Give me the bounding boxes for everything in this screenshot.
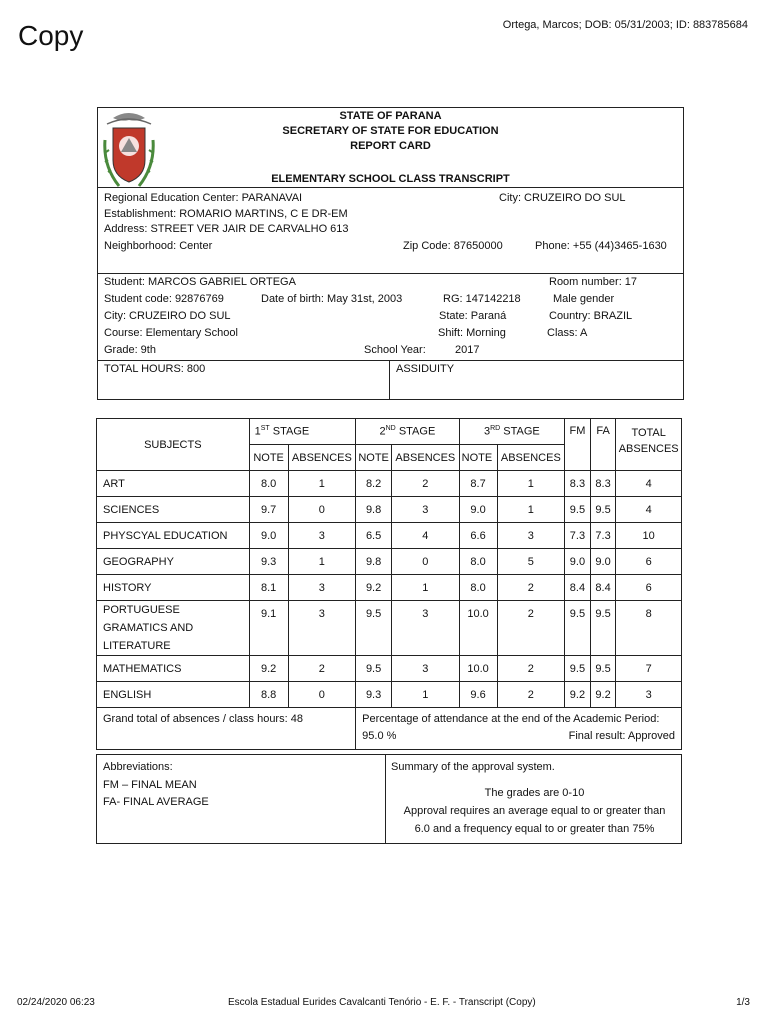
table-row (97, 497, 682, 523)
note-header: NOTE (249, 445, 288, 471)
grade-cell-fm: 9.5 (565, 656, 591, 682)
grade-cell-fa: 8.4 (590, 575, 616, 601)
grade-cell-total: 4 (616, 471, 682, 497)
grand-total: Grand total of absences / class hours: 48 (97, 708, 356, 750)
grade-cell-a1: 3 (288, 523, 356, 549)
student-code: Student code: 92876769 (104, 293, 224, 305)
grade-cell-n2: 9.8 (356, 549, 392, 575)
grade-cell-n3: 8.7 (459, 471, 497, 497)
grade-cell-n3: 10.0 (459, 656, 497, 682)
grade-cell-n1: 9.0 (249, 523, 288, 549)
table-row (97, 682, 682, 708)
fm-header: FM (565, 419, 591, 471)
grade-cell-n3: 6.6 (459, 523, 497, 549)
grade-cell-fa: 9.5 (590, 656, 616, 682)
grade-cell-a3: 2 (497, 682, 565, 708)
footer-date: 02/24/2020 06:23 (17, 997, 95, 1008)
grade-cell-a3: 2 (497, 575, 565, 601)
grade-cell-a3: 2 (497, 656, 565, 682)
table-row (97, 523, 682, 549)
grade-cell-fm: 9.0 (565, 549, 591, 575)
grade-cell-a3: 5 (497, 549, 565, 575)
grade-cell-a1: 1 (288, 471, 356, 497)
summary-title: Summary of the approval system. (391, 761, 555, 773)
grade-cell-a2: 3 (392, 601, 460, 656)
grade-cell-n2: 8.2 (356, 471, 392, 497)
student-country: Country: BRAZIL (549, 310, 633, 322)
grade-cell-n1: 9.2 (249, 656, 288, 682)
grade-cell-a1: 0 (288, 497, 356, 523)
class: Class: A (547, 327, 588, 339)
grade-cell-a1: 3 (288, 601, 356, 656)
footer-school: Escola Estadual Eurides Cavalcanti Tenório - E. F. - Transcript (Copy) (228, 997, 536, 1008)
zip-code: Zip Code: 87650000 (403, 240, 503, 252)
course: Course: Elementary School (104, 327, 238, 339)
subject-name: PORTUGUESE GRAMATICS AND LITERATURE (97, 601, 250, 656)
grade-cell-a2: 2 (392, 471, 460, 497)
grade-cell-a3: 1 (497, 497, 565, 523)
summary-grades: The grades are 0-10 (484, 787, 585, 799)
absences-header: ABSENCES (392, 445, 460, 471)
grade-cell-n1: 8.0 (249, 471, 288, 497)
room-number: Room number: 17 (549, 276, 638, 288)
grade-cell-a1: 3 (288, 575, 356, 601)
grade-cell-a2: 0 (392, 549, 460, 575)
grade-cell-n1: 9.7 (249, 497, 288, 523)
attendance-value: 95.0 % (362, 730, 397, 742)
shift: Shift: Morning (438, 327, 506, 339)
assiduity: ASSIDUITY (396, 363, 455, 375)
attendance-cell (356, 708, 682, 750)
total-absences-header: TOTAL ABSENCES (616, 419, 682, 471)
absences-header: ABSENCES (497, 445, 565, 471)
grade-cell-total: 4 (616, 497, 682, 523)
grade-cell-total: 7 (616, 656, 682, 682)
date-of-birth: Date of birth: May 31st, 2003 (261, 293, 403, 305)
note-header: NOTE (459, 445, 497, 471)
title-report-card: REPORT CARD (350, 140, 431, 152)
grade-cell-fm: 9.2 (565, 682, 591, 708)
summary-approval-2: 6.0 and a frequency equal to or greater than 75% (414, 823, 655, 835)
fa-header: FA (590, 419, 616, 471)
grade-cell-fa: 9.5 (590, 497, 616, 523)
grade-cell-fm: 7.3 (565, 523, 591, 549)
student-name: Student: MARCOS GABRIEL ORTEGA (104, 276, 296, 288)
subject-name: HISTORY (97, 575, 250, 601)
final-result: Final result: Approved (568, 730, 675, 742)
grade-cell-a1: 1 (288, 549, 356, 575)
grade-cell-n2: 9.5 (356, 656, 392, 682)
abbrev-fm: FM – FINAL MEAN (103, 779, 197, 791)
subject-name: SCIENCES (97, 497, 250, 523)
grade-cell-a1: 0 (288, 682, 356, 708)
grade-cell-fa: 7.3 (590, 523, 616, 549)
grade-cell-total: 6 (616, 575, 682, 601)
title-transcript: ELEMENTARY SCHOOL CLASS TRANSCRIPT (271, 173, 510, 185)
grade-cell-n2: 9.8 (356, 497, 392, 523)
grade-cell-fm: 9.5 (565, 601, 591, 656)
grade-cell-fm: 9.5 (565, 497, 591, 523)
grade-cell-total: 6 (616, 549, 682, 575)
grades-table (96, 418, 682, 750)
copy-watermark: Copy (18, 20, 84, 51)
gender: Male gender (553, 293, 615, 305)
title-secretary: SECRETARY OF STATE FOR EDUCATION (282, 125, 499, 137)
note-header: NOTE (356, 445, 392, 471)
grade-cell-a2: 1 (392, 682, 460, 708)
grade-cell-n1: 8.1 (249, 575, 288, 601)
rg-number: RG: 147142218 (443, 293, 521, 305)
grade-cell-a2: 3 (392, 656, 460, 682)
grade-cell-n2: 9.3 (356, 682, 392, 708)
table-row (97, 575, 682, 601)
grade-cell-total: 3 (616, 682, 682, 708)
stage1-header: 1ST STAGE (249, 419, 356, 445)
grade-cell-n2: 9.5 (356, 601, 392, 656)
abbrev-fa: FA- FINAL AVERAGE (103, 796, 209, 808)
grade-cell-n2: 6.5 (356, 523, 392, 549)
subject-name: ENGLISH (97, 682, 250, 708)
grade-cell-n3: 8.0 (459, 549, 497, 575)
grade-cell-total: 8 (616, 601, 682, 656)
phone: Phone: +55 (44)3465-1630 (535, 240, 667, 252)
establishment: Establishment: ROMARIO MARTINS, C E DR-EM (104, 208, 348, 220)
grade-cell-a1: 2 (288, 656, 356, 682)
abbreviations-box (96, 754, 682, 844)
grade-cell-n3: 10.0 (459, 601, 497, 656)
abbrev-title: Abbreviations: (103, 761, 173, 773)
student-city: City: CRUZEIRO DO SUL (104, 310, 231, 322)
table-row (97, 656, 682, 682)
total-hours: TOTAL HOURS: 800 (104, 363, 206, 375)
table-row (97, 601, 682, 656)
student-header-info: Ortega, Marcos; DOB: 05/31/2003; ID: 883785684 (502, 19, 748, 31)
address: Address: STREET VER JAIR DE CARVALHO 613 (104, 223, 349, 235)
grade-cell-a3: 2 (497, 601, 565, 656)
stage2-header: 2ND STAGE (356, 419, 459, 445)
school-city: City: CRUZEIRO DO SUL (499, 192, 626, 204)
grade-cell-n3: 9.6 (459, 682, 497, 708)
grade-cell-n1: 9.3 (249, 549, 288, 575)
grade-cell-a2: 1 (392, 575, 460, 601)
report-header-box (97, 107, 684, 400)
grade-cell-n1: 9.1 (249, 601, 288, 656)
grade-cell-fa: 9.5 (590, 601, 616, 656)
grade-cell-a2: 4 (392, 523, 460, 549)
grade-cell-total: 10 (616, 523, 682, 549)
table-row (97, 549, 682, 575)
footer-page: 1/3 (736, 997, 750, 1008)
grade-cell-n3: 9.0 (459, 497, 497, 523)
grade-cell-a2: 3 (392, 497, 460, 523)
grade-cell-fa: 9.0 (590, 549, 616, 575)
regional-center: Regional Education Center: PARANAVAI (104, 192, 303, 204)
grade-cell-fa: 8.3 (590, 471, 616, 497)
subject-name: MATHEMATICS (97, 656, 250, 682)
grade-cell-fm: 8.4 (565, 575, 591, 601)
neighborhood: Neighborhood: Center (104, 240, 213, 252)
grade-cell-a3: 1 (497, 471, 565, 497)
school-year-label: School Year: (364, 344, 426, 356)
school-year: 2017 (455, 344, 480, 356)
grade-cell-fa: 9.2 (590, 682, 616, 708)
subject-name: GEOGRAPHY (97, 549, 250, 575)
attendance-label: Percentage of attendance at the end of the Academic Period: (362, 713, 660, 725)
grade-cell-fm: 8.3 (565, 471, 591, 497)
subject-name: PHYSCYAL EDUCATION (97, 523, 250, 549)
subjects-header: SUBJECTS (97, 419, 250, 471)
grade: Grade: 9th (104, 344, 156, 356)
title-state: STATE OF PARANA (339, 110, 442, 122)
subject-name: ART (97, 471, 250, 497)
absences-header: ABSENCES (288, 445, 356, 471)
grade-cell-n3: 8.0 (459, 575, 497, 601)
grade-cell-a3: 3 (497, 523, 565, 549)
grade-cell-n1: 8.8 (249, 682, 288, 708)
grade-cell-n2: 9.2 (356, 575, 392, 601)
stage3-header: 3RD STAGE (459, 419, 565, 445)
student-state: State: Paraná (439, 310, 507, 322)
summary-approval-1: Approval requires an average equal to or greater than (403, 805, 666, 817)
table-row (97, 471, 682, 497)
